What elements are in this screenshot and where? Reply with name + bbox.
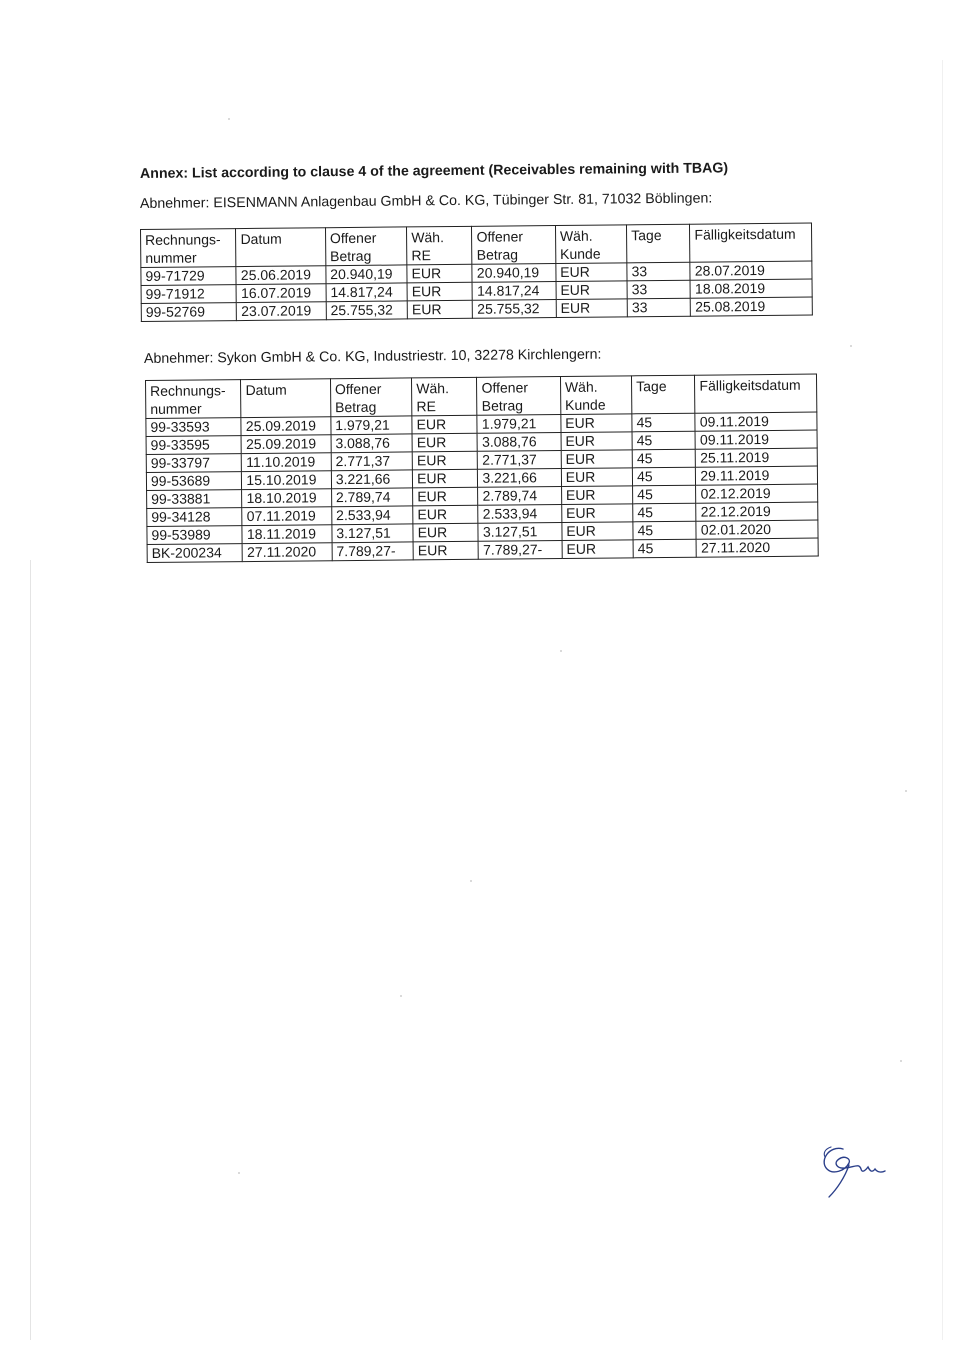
cell-open-amount: 2.771,37 <box>331 452 413 471</box>
cell-invoice-number: BK-200234 <box>147 544 243 563</box>
cell-open-amount: 2.789,74 <box>331 488 413 507</box>
cell-currency-invoice: EUR <box>412 433 477 452</box>
cell-date: 23.07.2019 <box>237 302 327 321</box>
cell-due-date: 25.08.2019 <box>691 297 813 316</box>
cell-currency-customer: EUR <box>562 540 633 559</box>
table-body <box>146 412 818 562</box>
cell-date: 15.10.2019 <box>242 471 332 490</box>
cell-days: 45 <box>633 539 696 558</box>
scan-speck <box>400 995 402 997</box>
header-invoice-number: Rechnungs- nummer <box>141 229 237 268</box>
cell-currency-customer: EUR <box>556 299 627 318</box>
header-open-amount: Offener Betrag <box>330 378 412 417</box>
cell-currency-customer: EUR <box>561 468 632 487</box>
cell-open-amount-customer: 2.771,37 <box>478 451 562 470</box>
cell-currency-customer: EUR <box>562 504 633 523</box>
table-header-row <box>146 374 817 418</box>
cell-days: 45 <box>633 503 696 522</box>
cell-currency-invoice: EUR <box>407 300 472 319</box>
cell-open-amount-customer: 25.755,32 <box>473 300 557 319</box>
cell-days: 45 <box>632 431 695 450</box>
header-due-date: Fälligkeitsdatum <box>690 223 812 262</box>
cell-open-amount-customer: 3.221,66 <box>478 469 562 488</box>
scan-speck <box>905 790 907 792</box>
cell-open-amount: 3.127,51 <box>332 524 414 543</box>
cell-due-date: 09.11.2019 <box>695 430 817 449</box>
cell-days: 45 <box>632 413 695 432</box>
cell-date: 16.07.2019 <box>236 284 326 303</box>
scan-speck <box>238 1172 240 1174</box>
cell-date: 07.11.2019 <box>242 507 332 526</box>
header-due-date: Fälligkeitsdatum <box>695 374 817 413</box>
cell-invoice-number: 99-53689 <box>146 472 242 491</box>
cell-open-amount: 2.533,94 <box>332 506 414 525</box>
cell-days: 45 <box>632 467 695 486</box>
cell-currency-customer: EUR <box>561 450 632 469</box>
annex-title: Annex: List according to clause 4 of the agreement (Receivables remaining with TBAG) <box>139 160 729 182</box>
cell-open-amount: 20.940,19 <box>326 265 408 284</box>
receivables-table-eisenmann <box>140 223 813 322</box>
header-currency-customer: Wäh. Kunde <box>560 376 632 415</box>
header-open-amount: Offener Betrag <box>325 227 407 266</box>
header-open-amount-customer: Offener Betrag <box>477 377 561 416</box>
table-header-row <box>141 223 812 267</box>
cell-open-amount-customer: 7.789,27- <box>479 541 563 560</box>
cell-invoice-number: 99-71912 <box>141 285 237 304</box>
cell-currency-invoice: EUR <box>413 541 478 560</box>
cell-date: 11.10.2019 <box>242 453 332 472</box>
cell-invoice-number: 99-34128 <box>147 508 243 527</box>
cell-days: 45 <box>633 485 696 504</box>
buyer-eisenmann: Abnehmer: EISENMANN Anlagenbau GmbH & Co. KG, Tübinger Str. 81, 71032 Böblingen: <box>139 190 713 212</box>
cell-currency-invoice: EUR <box>412 451 477 470</box>
cell-date: 25.09.2019 <box>241 435 331 454</box>
cell-open-amount-customer: 3.127,51 <box>478 523 562 542</box>
cell-due-date: 29.11.2019 <box>696 466 818 485</box>
header-currency-invoice: Wäh. RE <box>412 377 478 416</box>
cell-date: 25.09.2019 <box>241 417 331 436</box>
cell-open-amount-customer: 14.817,24 <box>472 282 556 301</box>
cell-due-date: 18.08.2019 <box>690 279 812 298</box>
header-open-amount-customer: Offener Betrag <box>472 226 556 265</box>
cell-invoice-number: 99-33593 <box>146 418 242 437</box>
cell-due-date: 02.01.2020 <box>696 520 818 539</box>
cell-date: 25.06.2019 <box>236 266 326 285</box>
header-currency-invoice: Wäh. RE <box>407 226 473 265</box>
cell-currency-customer: EUR <box>561 432 632 451</box>
cell-date: 27.11.2020 <box>242 543 332 562</box>
cell-currency-customer: EUR <box>562 522 633 541</box>
cell-open-amount-customer: 2.533,94 <box>478 505 562 524</box>
header-days: Tage <box>632 375 696 414</box>
cell-open-amount: 3.221,66 <box>331 470 413 489</box>
cell-currency-invoice: EUR <box>407 282 472 301</box>
scan-speck <box>900 1060 902 1062</box>
cell-currency-invoice: EUR <box>407 264 472 283</box>
scan-speck <box>228 118 230 120</box>
scan-speck <box>470 880 472 882</box>
header-invoice-number: Rechnungs- nummer <box>146 380 242 419</box>
cell-currency-invoice: EUR <box>413 523 478 542</box>
cell-due-date: 28.07.2019 <box>690 261 812 280</box>
scan-speck <box>560 650 562 652</box>
cell-open-amount-customer: 2.789,74 <box>478 487 562 506</box>
cell-open-amount: 3.088,76 <box>331 434 413 453</box>
cell-open-amount: 1.979,21 <box>331 416 413 435</box>
cell-invoice-number: 99-33881 <box>147 490 243 509</box>
header-currency-customer: Wäh. Kunde <box>555 225 627 264</box>
cell-currency-invoice: EUR <box>412 415 477 434</box>
cell-currency-customer: EUR <box>561 414 632 433</box>
cell-due-date: 02.12.2019 <box>696 484 818 503</box>
header-days: Tage <box>627 224 691 263</box>
cell-invoice-number: 99-33797 <box>146 454 242 473</box>
cell-due-date: 25.11.2019 <box>696 448 818 467</box>
cell-open-amount-customer: 20.940,19 <box>472 264 556 283</box>
cell-date: 18.10.2019 <box>242 489 332 508</box>
cell-invoice-number: 99-33595 <box>146 436 242 455</box>
header-date: Datum <box>241 379 331 418</box>
cell-currency-customer: EUR <box>561 486 632 505</box>
scan-page-edge-right <box>942 60 943 1340</box>
cell-invoice-number: 99-53989 <box>147 526 243 545</box>
cell-days: 33 <box>627 262 690 281</box>
cell-days: 33 <box>627 280 690 299</box>
table-body <box>141 261 812 321</box>
cell-open-amount-customer: 1.979,21 <box>477 415 561 434</box>
cell-currency-invoice: EUR <box>413 505 478 524</box>
cell-currency-customer: EUR <box>556 281 627 300</box>
cell-open-amount: 25.755,32 <box>326 301 408 320</box>
cell-open-amount-customer: 3.088,76 <box>477 433 561 452</box>
buyer-sykon: Abnehmer: Sykon GmbH & Co. KG, Industriestr. 10, 32278 Kirchlengern: <box>143 346 602 367</box>
cell-date: 18.11.2019 <box>242 525 332 544</box>
cell-currency-invoice: EUR <box>413 469 478 488</box>
cell-currency-invoice: EUR <box>413 487 478 506</box>
cell-currency-customer: EUR <box>556 263 627 282</box>
scan-page-edge-left <box>30 560 31 1340</box>
cell-invoice-number: 99-71729 <box>141 267 237 286</box>
handwritten-signature <box>815 1135 895 1205</box>
cell-open-amount: 7.789,27- <box>332 542 414 561</box>
cell-due-date: 22.12.2019 <box>696 502 818 521</box>
header-date: Datum <box>236 228 326 267</box>
cell-days: 45 <box>632 449 695 468</box>
cell-due-date: 27.11.2020 <box>696 538 818 557</box>
scan-speck <box>850 345 852 347</box>
receivables-table-sykon <box>145 374 819 563</box>
cell-due-date: 09.11.2019 <box>695 412 817 431</box>
cell-days: 45 <box>633 521 696 540</box>
cell-days: 33 <box>627 298 690 317</box>
cell-invoice-number: 99-52769 <box>141 303 237 322</box>
cell-open-amount: 14.817,24 <box>326 283 408 302</box>
